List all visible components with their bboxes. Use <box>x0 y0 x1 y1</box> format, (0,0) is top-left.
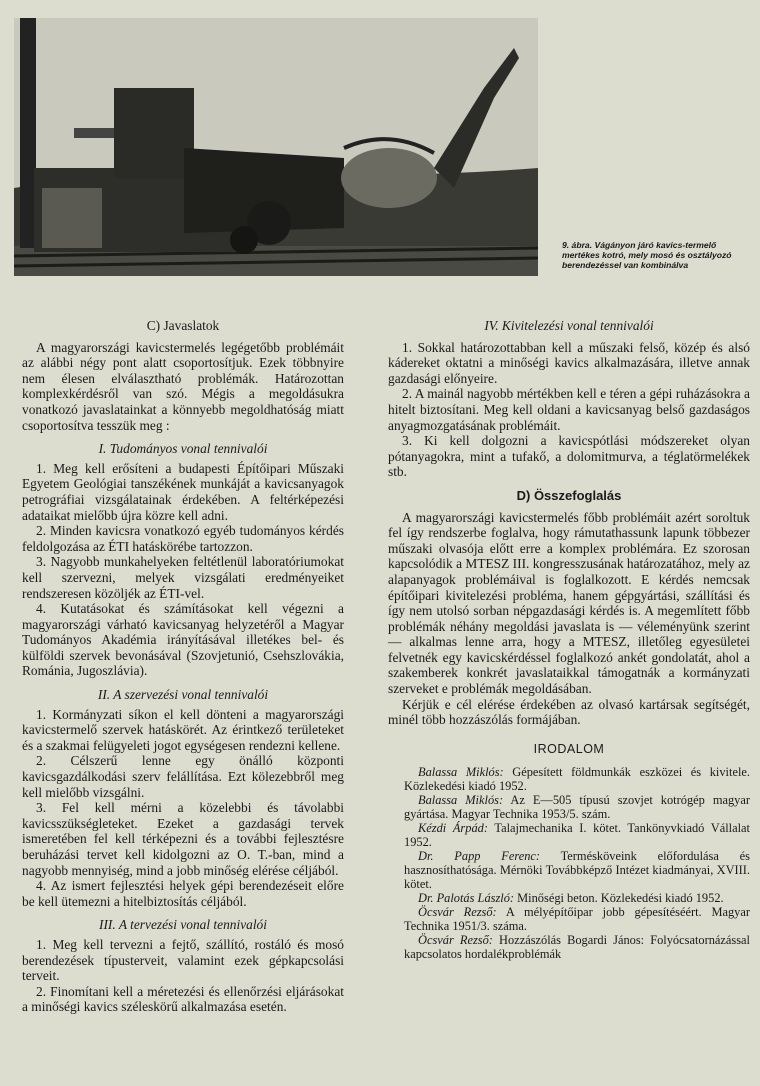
reference-text: Hozzászólás Bogardi János: Folyócsatornázással kapcsolatos hordalékproblémák <box>404 933 750 962</box>
sec1-item: 4. Kutatásokat és számításokat kell végezni a magyarországi várható kavicsanyag helyzetéről a Magyar Tudományos Akadémia irányításával illetékes bel- és külföldi szervek bevonásával (Szovjetunió, Csehszlovákia, Románia, Jugoszlávia). <box>22 601 344 679</box>
sec1-item: 1. Meg kell erősíteni a budapesti Építőipari Műszaki Egyetem Geológiai tanszékének munkáját a kavicsanyagok petrográfiai vizsgálatainak érdekében. A feltérképezési adataikat mielőbb újra közre kell adni. <box>22 460 344 523</box>
sec2-item: 2. Célszerű lenne egy önálló központi kavicsgazdálkodási szerv felállítása. Ezt kölezebbről meg kell mielőbb vizsgálni. <box>22 753 344 800</box>
reference-item <box>388 793 750 821</box>
summary-paragraph: Kérjük e cél elérése érdekében az olvasó kartársak segítségét, minél több hozzászólás formájában. <box>388 696 750 728</box>
sec3-item: 2. Finomítani kell a méretezési és ellenőrzési eljárásokat a minőségi kavics széleskörű alkalmazása esetén. <box>22 983 344 1015</box>
sec2-item: 3. Fel kell mérni a közelebbi és távolabbi kavicsszükségleteket. Ezeket a gazdasági tervek ismeretében fel kell térképezni és a további fejlesztésre beruházási tervet kell kidolgozni az O. T.-ban, mind a nagyobb mennyiség, mind a jobb minőség elérése céljából. <box>22 800 344 878</box>
section-heading-proposals: C) Javaslatok <box>146 318 220 333</box>
reference-item <box>388 849 750 891</box>
section-3-title: III. A tervezési vonal tennivalói <box>99 917 267 933</box>
reference-text: A mélyépítőipar jobb gépesítéséért. Magyar Technika 1951/3. száma. <box>404 905 751 934</box>
excavator-photo <box>14 18 538 276</box>
sec1-item: 3. Nagyobb munkahelyeken feltétlenül laboratóriumokat kell szervezni, melyek vizsgálati eredményeiket rendszeresen közöljék az ÉTI-vel. <box>22 554 344 601</box>
reference-text: Termésköveink előfordulása és hasznosíthatósága. Mérnöki Továbbképző Intézet kiadmányai, XVIII. kötet. <box>404 849 750 892</box>
section-2-title: II. A szervezési vonal tennivalói <box>97 687 269 703</box>
reference-author: Öcsvár Rezső: <box>418 933 493 948</box>
left-column <box>22 318 344 1015</box>
reference-item <box>388 765 750 793</box>
reference-text: Gépesített földmunkák eszközei és kivitele. Közlekedési kiadó 1952. <box>404 765 750 794</box>
reference-author: Öcsvár Rezső: <box>418 905 497 920</box>
figure-caption: 9. ábra. Vágányon járó kavics-termelő mertékes kotró, mely mosó és osztályozó berendezéssel van kombinálva <box>562 240 732 270</box>
reference-item <box>388 933 750 961</box>
sec4-item: 3. Ki kell dolgozni a kavicspótlási módszereket olyan pótanyagokra, mint a tufakő, a dolomitmurva, a téglatörmelékek stb. <box>388 433 750 480</box>
section-1-title: I. Tudományos vonal tennivalói <box>98 441 268 457</box>
summary-title: D) Összefoglalás <box>516 487 622 503</box>
reference-item <box>388 821 750 849</box>
sec4-item: 1. Sokkal határozottabban kell a műszaki felső, közép és alsó kádereket oktatni a minőségi kavics alkalmazására, illetve annak gazdasági előnyeire. <box>388 339 750 386</box>
reference-item <box>388 891 750 905</box>
reference-author: Balassa Miklós: <box>418 793 504 808</box>
right-column <box>388 318 750 961</box>
sec2-item: 4. Az ismert fejlesztési helyek gépi berendezéseit előre be kell ütemezni a hitelbiztosítás céljából. <box>22 878 344 909</box>
reference-text: Talajmechanika I. kötet. Tankönyvkiadó Vállalat 1952. <box>404 821 750 850</box>
reference-author: Dr. Palotás László: <box>418 891 515 906</box>
section-4-title: IV. Kivitelezési vonal tennivalói <box>484 318 654 333</box>
sec2-item: 1. Kormányzati síkon el kell dönteni a magyarországi kavicstermelő szervek hatáskörét. Az érintkező területeket és a szakmai felügyeleti jogot egységesen rendezni kellene. <box>22 706 344 753</box>
reference-list <box>388 765 750 961</box>
sec4-item: 2. A mainál nagyobb mértékben kell e téren a gépi ruházásokra a hitelt biztosítani. Meg kell oldani a kavicsanyag belső gazdaságos anyagmozgatásának problémáit. <box>388 386 750 433</box>
excavator-illustration <box>14 18 538 276</box>
reference-author: Dr. Papp Ferenc: <box>418 849 541 864</box>
sec3-item: 1. Meg kell tervezni a fejtő, szállító, rostáló és mosó berendezések típusterveit, valamint ezek gépkapcsolási terveit. <box>22 936 344 984</box>
reference-item <box>388 905 750 933</box>
summary-paragraph: A magyarországi kavicstermelés főbb problémáit azért soroltuk fel így rendszerbe foglalva, hogy rámutathassunk lapunk többezer műszaki olvasója előtt erre a komplex problémára. Ez szorosan kapcsolódik a MTESZ III. kongresszusának határozatához, mely az alapanyagok problémáival is foglalkozott. E kérdés nemcsak építőipari kivitelezési probléma, hanem gépgyártási, szállítási és így nem utolsó sorban népgazdasági kérdés is. A megemlített főbb problémák néhány megoldási javaslata is — véleményünk szerint — alkalmas lenne arra, hogy a MTESZ, illetőleg egyesületei felvetnék egy kavicskérdéssel foglalkozó ankét gondolatát, ahol a szakemberek konkrét javaslataikkal támogatnák a kormányzati szerveket e problémák megoldásában. <box>388 509 750 697</box>
reference-author: Kézdi Árpád: <box>418 821 488 836</box>
reference-text: Minőségi beton. Közlekedési kiadó 1952. <box>514 891 724 906</box>
intro-paragraph: A magyarországi kavicstermelés legégetőbb problémáit az alábbi négy pont alatt csoportosítjuk. Ezek többnyire nem élesen elválasztható problémák. Határozottan komplexkérdésről van szó. Mégis a megoldásukra vonatkozó javaslatainkat a könnyebb megoldhatóság miatt csoportosítva tesszük meg : <box>22 339 344 433</box>
reference-author: Balassa Miklós: <box>418 765 504 780</box>
reference-text: Az E—505 típusú szovjet kotrógép magyar gyártása. Magyar Technika 1953/5. szám. <box>404 793 750 822</box>
sec1-item: 2. Minden kavicsra vonatkozó egyéb tudományos kérdés feldolgozása az ÉTI hatáskörébe tartozzon. <box>22 523 344 554</box>
literature-title: IRODALOM <box>533 741 605 756</box>
